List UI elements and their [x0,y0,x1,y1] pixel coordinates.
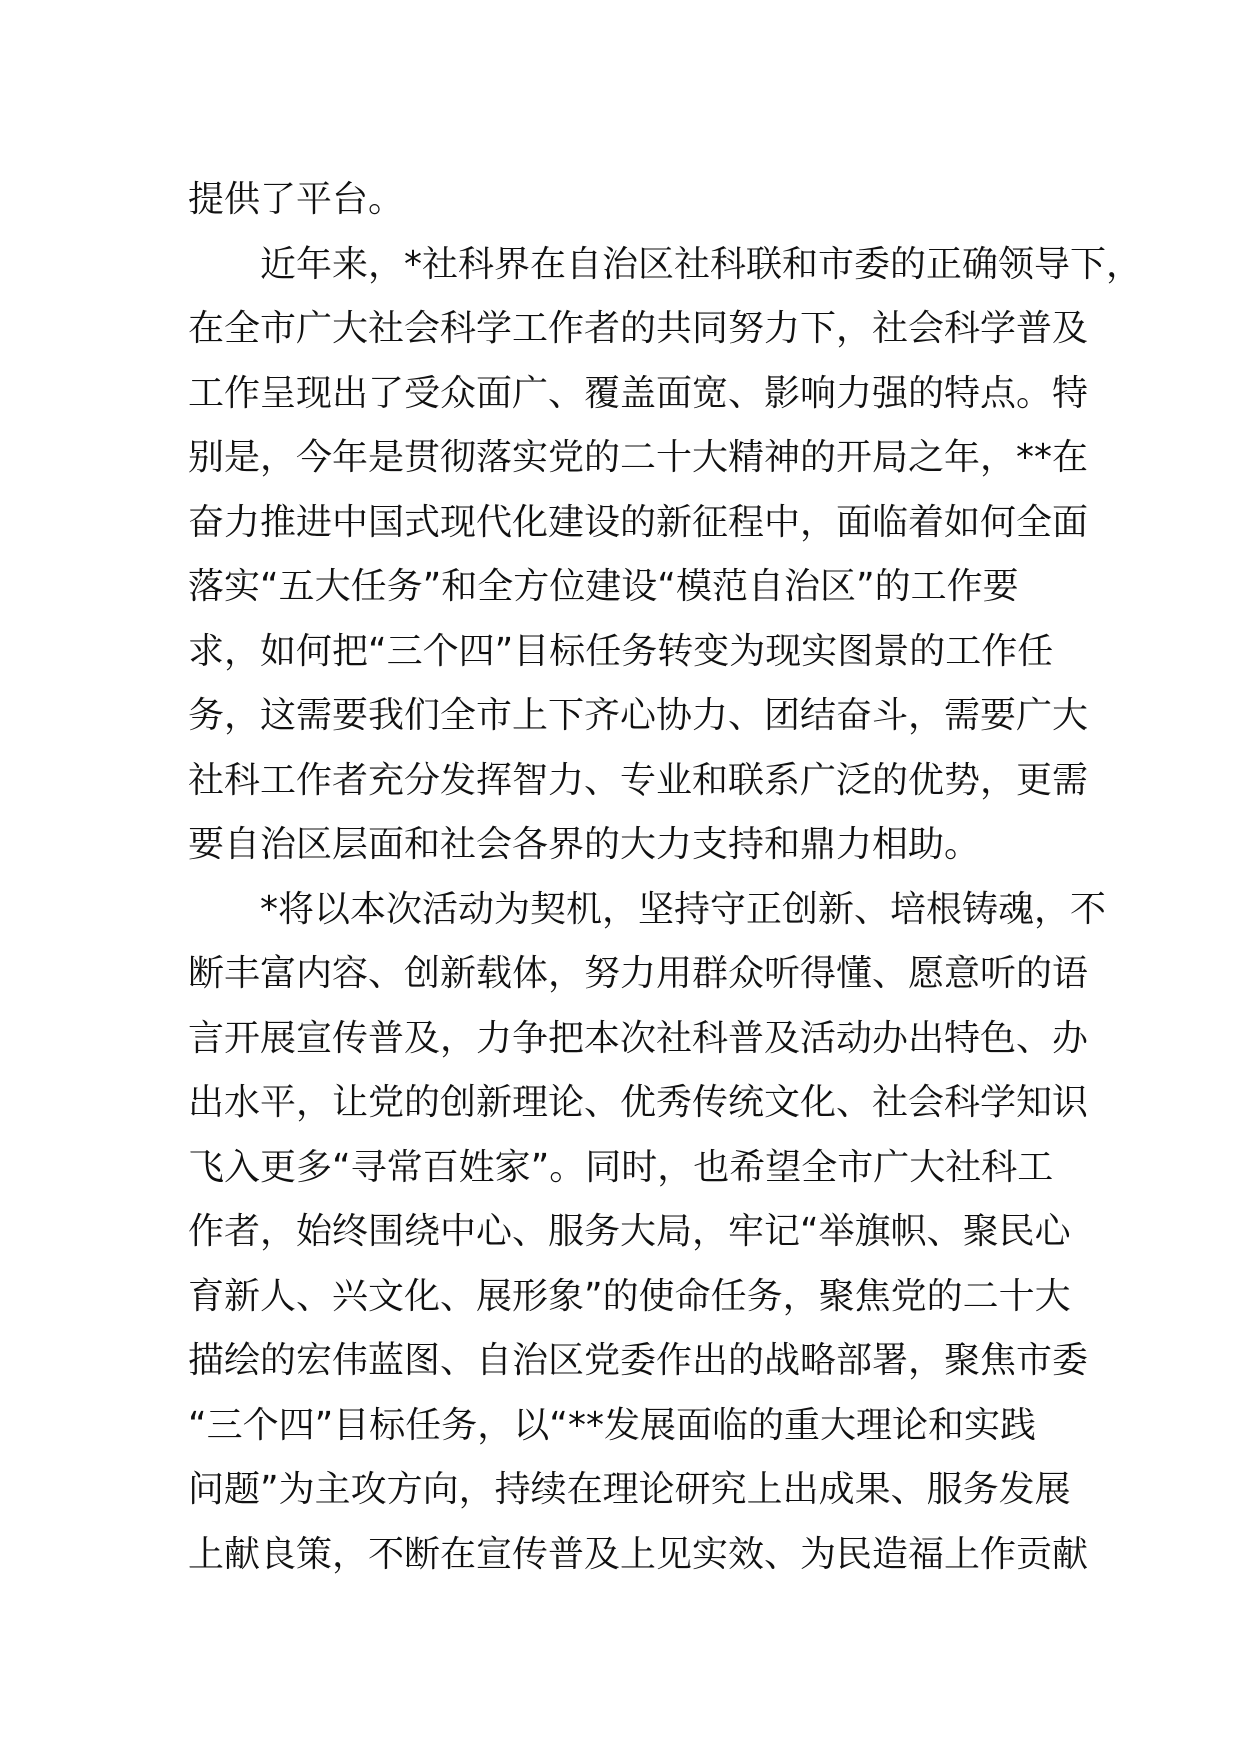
text-line-16: 飞入更多“寻常百姓家”。同时，也希望全市广大社科工 [188,1146,1054,1188]
text-line-20: “三个四”目标任务，以“**发展面临的重大理论和实践 [188,1404,1036,1446]
text-line-4: 工作呈现出了受众面广、覆盖面宽、影响力强的特点。特 [188,372,1089,414]
text-line-15: 出水平，让党的创新理论、优秀传统文化、社会科学知识 [188,1082,1089,1123]
text-line-10: 社科工作者充分发挥智力、专业和联系广泛的优势，更需 [188,759,1089,801]
text-line-2: 近年来，*社科界在自治区社科联和市委的正确领导下， [260,243,1143,285]
text-line-19: 描绘的宏伟蓝图、自治区党委作出的战略部署，聚焦市委 [188,1340,1089,1381]
text-line-18: 育新人、兴文化、展形象”的使命任务，聚焦党的二十大 [188,1275,1071,1317]
text-line-8: 求，如何把“三个四”目标任务转变为现实图景的工作任 [188,630,1054,672]
text-line-12: *将以本次活动为契机，坚持守正创新、培根铸魂，不 [260,888,1107,930]
text-line-11: 要自治区层面和社会各界的大力支持和鼎力相助。 [188,824,981,865]
text-line-17: 作者，始终围绕中心、服务大局，牢记“举旗帜、聚民心 [188,1211,1071,1252]
text-line-22: 上献良策，不断在宣传普及上见实效、为民造福上作贡献 [188,1533,1089,1575]
text-line-14: 言开展宣传普及，力争把本次社科普及活动办出特色、办 [188,1017,1089,1059]
text-line-3: 在全市广大社会科学工作者的共同努力下，社会科学普及 [188,308,1089,349]
text-line-6: 奋力推进中国式现代化建设的新征程中，面临着如何全面 [188,501,1089,543]
text-line-21: 问题”为主攻方向，持续在理论研究上出成果、服务发展 [188,1469,1071,1510]
text-line-1: 提供了平台。 [188,179,405,220]
text-line-5: 别是，今年是贯彻落实党的二十大精神的开局之年，**在 [188,437,1089,478]
text-line-9: 务，这需要我们全市上下齐心协力、团结奋斗，需要广大 [188,695,1089,736]
text-line-13: 断丰富内容、创新载体，努力用群众听得懂、愿意听的语 [188,953,1089,994]
text-line-7: 落实“五大任务”和全方位建设“模范自治区”的工作要 [188,566,1019,607]
body-text [188,168,1143,1587]
